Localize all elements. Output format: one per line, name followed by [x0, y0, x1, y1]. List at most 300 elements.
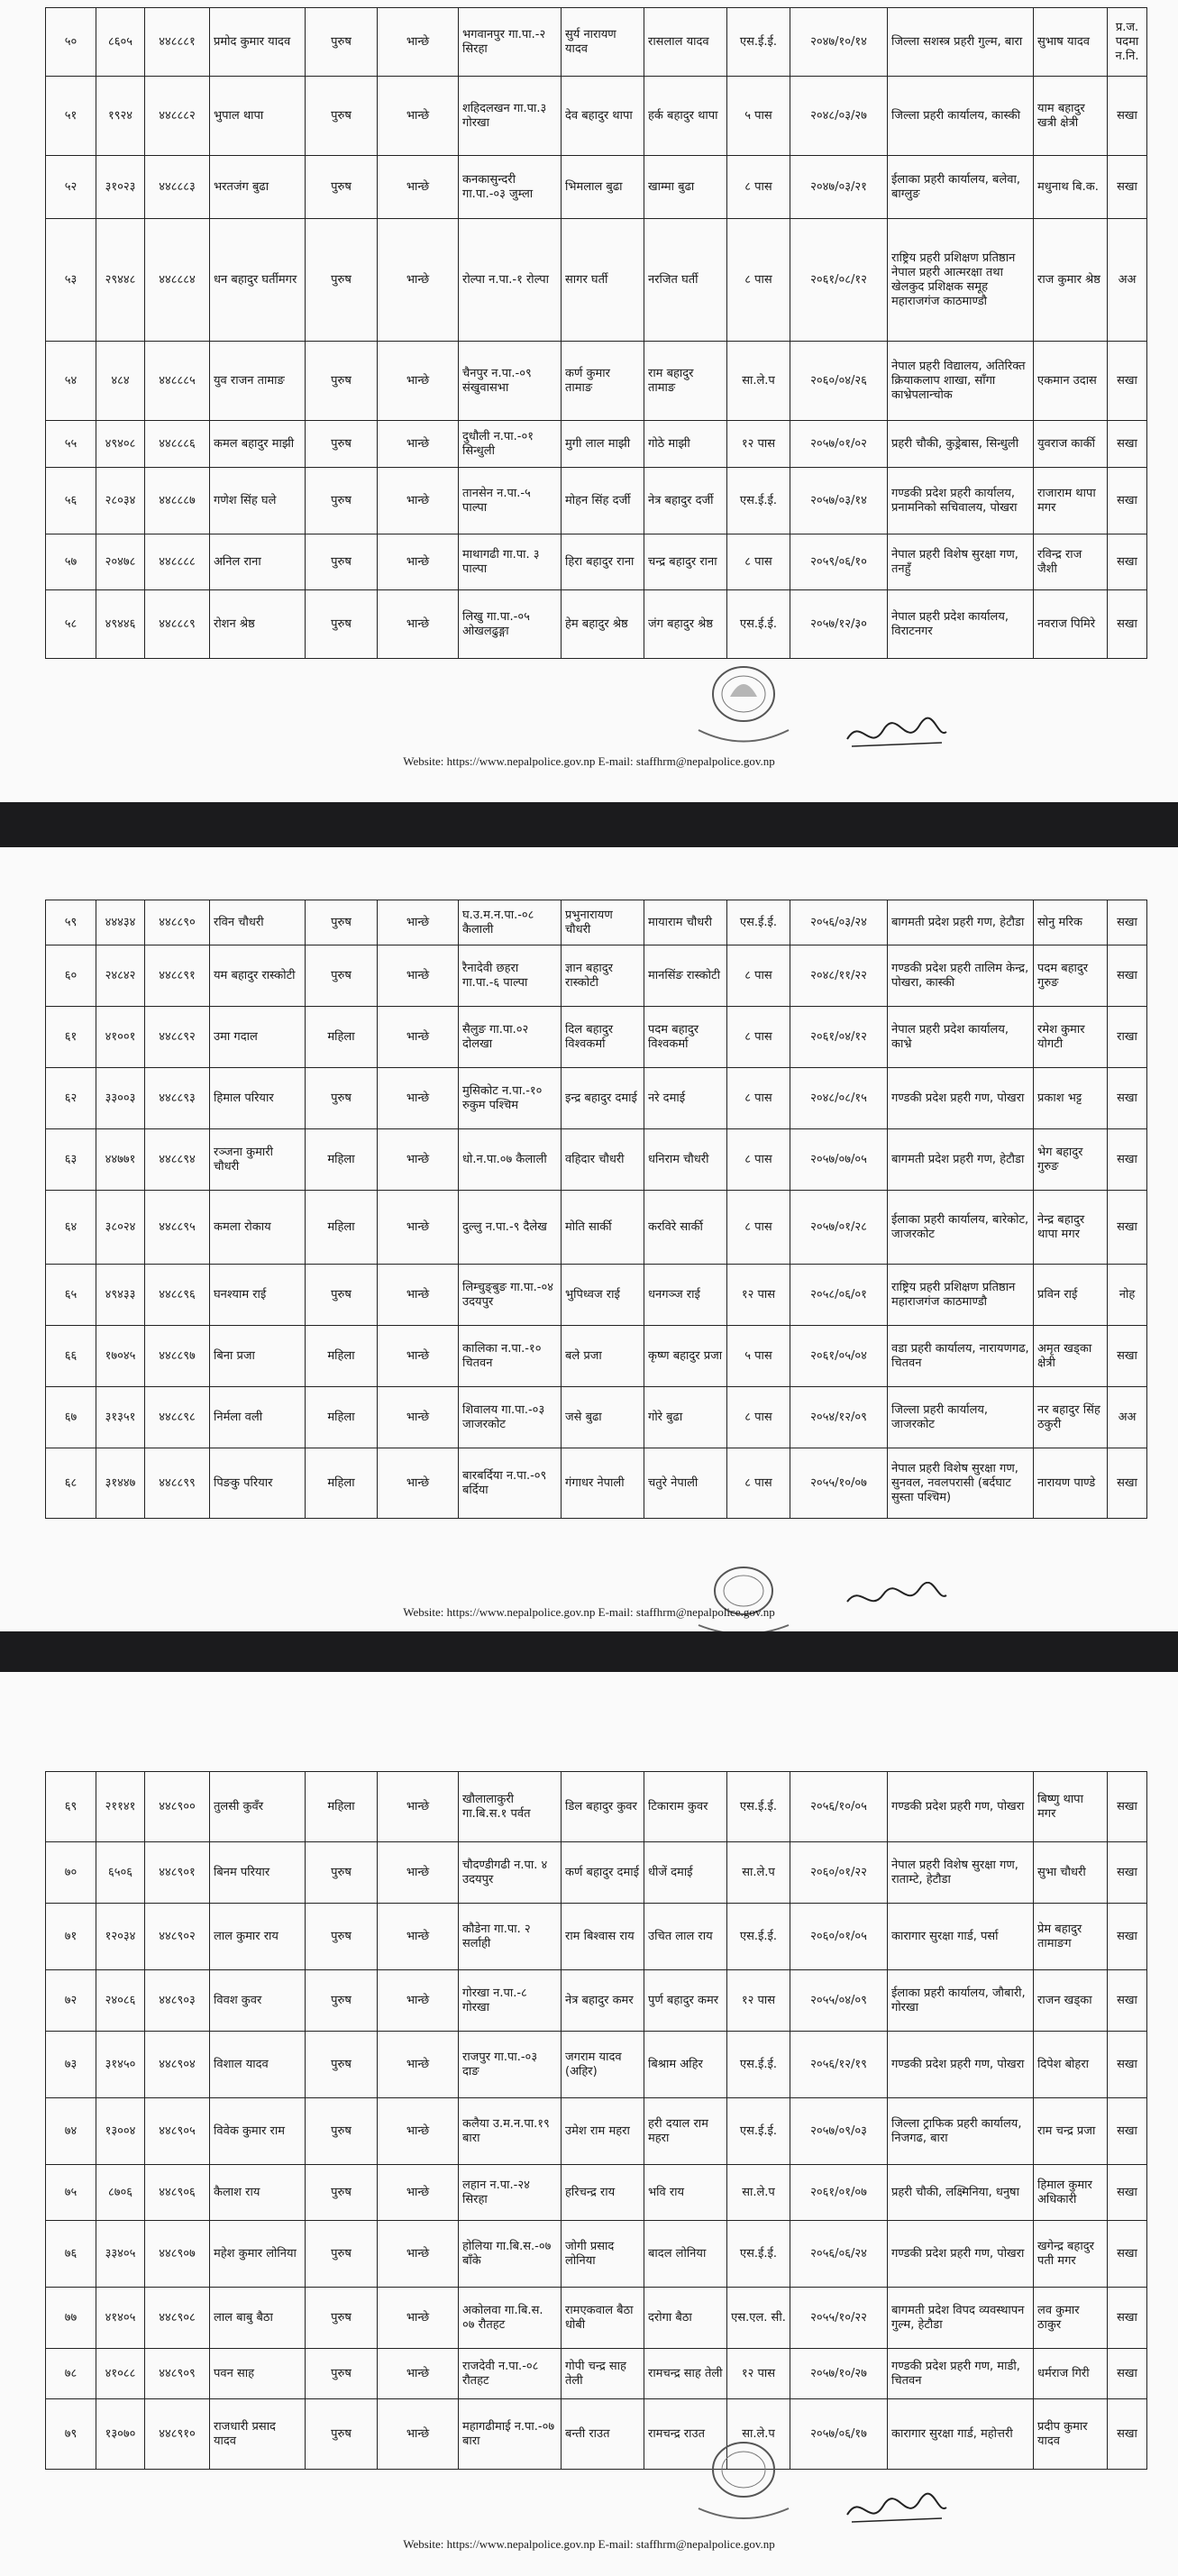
- table-cell: भान्छे: [378, 77, 459, 156]
- table-row: [46, 1448, 1147, 1519]
- table-cell: पुरुष: [306, 342, 378, 421]
- table-cell: ईलाका प्रहरी कार्यालय, बारेकोट, जाजरकोट: [888, 1191, 1034, 1265]
- table-cell: पुरुष: [306, 900, 378, 945]
- table-body: [46, 900, 1147, 1519]
- table-cell: निर्मला वली: [210, 1387, 306, 1448]
- table-cell: ३३४०५: [96, 2221, 145, 2288]
- table-row: [46, 1387, 1147, 1448]
- table-cell: हेम बहादुर श्रेष्ठ: [562, 590, 644, 659]
- table-cell: ५०: [46, 8, 96, 77]
- table-cell: मायाराम चौधरी: [644, 900, 727, 945]
- table-cell: सखा: [1108, 2098, 1147, 2165]
- table-cell: सखा: [1108, 421, 1147, 468]
- table-cell: नेत्र बहादुर कमर: [562, 1970, 644, 2032]
- table-row: [46, 77, 1147, 156]
- table-row: [46, 1068, 1147, 1129]
- table-cell: देव बहादुर थापा: [562, 77, 644, 156]
- table-cell: राजधारी प्रसाद यादव: [210, 2399, 306, 2470]
- table-cell: कर्ण बहादुर दमाई: [562, 1842, 644, 1904]
- table-cell: ४४८८८८: [145, 534, 210, 590]
- table-cell: दिपेश बोहरा: [1034, 2032, 1108, 2098]
- table-cell: गोठे माझी: [644, 421, 727, 468]
- table-cell: ४४८८९६: [145, 1265, 210, 1326]
- table-cell: ४४८८८१: [145, 8, 210, 77]
- table-row: [46, 2165, 1147, 2221]
- table-cell: चतुरे नेपाली: [644, 1448, 727, 1519]
- table-cell: सखा: [1108, 1068, 1147, 1129]
- table-cell: ७८: [46, 2349, 96, 2399]
- table-cell: ८ पास: [727, 1068, 790, 1129]
- table-cell: एस.ई.ई.: [727, 590, 790, 659]
- table-cell: रोशन श्रेष्ठ: [210, 590, 306, 659]
- table-cell: ४९४०८: [96, 421, 145, 468]
- table-cell: पुरुष: [306, 421, 378, 468]
- table-cell: २०६१/०८/१२: [790, 219, 888, 342]
- table-cell: उमा गदाल: [210, 1007, 306, 1068]
- table-cell: प्रेम बहादुर तामाङग: [1034, 1904, 1108, 1970]
- table-cell: सा.ले.प: [727, 2165, 790, 2221]
- table-cell: ३३००३: [96, 1068, 145, 1129]
- table-cell: ३१४५०: [96, 2032, 145, 2098]
- table-cell: ४४८९१०: [145, 2399, 210, 2470]
- table-row: [46, 1265, 1147, 1326]
- table-cell: बागमती प्रदेश प्रहरी गण, हेटौडा: [888, 900, 1034, 945]
- table-cell: भान्छे: [378, 2221, 459, 2288]
- table-cell: पुरुष: [306, 2221, 378, 2288]
- table-cell: २०५६/०६/२४: [790, 2221, 888, 2288]
- table-cell: भान्छे: [378, 1007, 459, 1068]
- table-cell: १३००४: [96, 2098, 145, 2165]
- table-cell: घ.उ.म.न.पा.-०८ कैलाली: [459, 900, 562, 945]
- table-cell: नेपाल प्रहरी विशेष सुरक्षा गण, तनहुँ: [888, 534, 1034, 590]
- table-cell: २०५६/१२/१९: [790, 2032, 888, 2098]
- table-cell: पुरुष: [306, 219, 378, 342]
- table-cell: ७१: [46, 1904, 96, 1970]
- table-cell: कमल बहादुर माझी: [210, 421, 306, 468]
- table-cell: सखा: [1108, 2221, 1147, 2288]
- table-cell: ४१००१: [96, 1007, 145, 1068]
- table-cell: राम बिश्वास राय: [562, 1904, 644, 1970]
- table-cell: कमला रोकाय: [210, 1191, 306, 1265]
- table-cell: २०६१/०४/१२: [790, 1007, 888, 1068]
- table-cell: धर्मराज गिरी: [1034, 2349, 1108, 2399]
- table-cell: २०५८/०६/०१: [790, 1265, 888, 1326]
- table-row: [46, 2288, 1147, 2349]
- table-cell: ४४८९०३: [145, 1970, 210, 2032]
- table-cell: धीजें दमाई: [644, 1842, 727, 1904]
- personnel-table-1: [45, 7, 1147, 659]
- table-cell: ४४८८८४: [145, 219, 210, 342]
- table-cell: डिल बहादुर कुवर: [562, 1772, 644, 1842]
- table-cell: पुरुष: [306, 2399, 378, 2470]
- table-cell: भान्छे: [378, 1387, 459, 1448]
- table-cell: गोपी चन्द्र साह तेली: [562, 2349, 644, 2399]
- table-cell: नारायण पाण्डे: [1034, 1448, 1108, 1519]
- table-cell: महिला: [306, 1129, 378, 1191]
- table-cell: २०५७/०१/०२: [790, 421, 888, 468]
- table-cell: ७०: [46, 1842, 96, 1904]
- table-row: [46, 1007, 1147, 1068]
- table-cell: अकोलवा गा.बि.स. ०७ रौतहट: [459, 2288, 562, 2349]
- table-cell: १२०३४: [96, 1904, 145, 1970]
- table-cell: भगवानपुर गा.पा.-२ सिरहा: [459, 8, 562, 77]
- table-cell: ५ पास: [727, 77, 790, 156]
- table-cell: भान्छे: [378, 2349, 459, 2399]
- table-cell: भुपाल थापा: [210, 77, 306, 156]
- table-row: [46, 1970, 1147, 2032]
- table-cell: राजदेवी न.पा.-०८ रौतहट: [459, 2349, 562, 2399]
- table-cell: कैलाश राय: [210, 2165, 306, 2221]
- table-cell: ४४८८८२: [145, 77, 210, 156]
- table-cell: सखा: [1108, 2032, 1147, 2098]
- table-cell: नेपाल प्रहरी विशेष सुरक्षा गण, राताम्टे, हेटौडा: [888, 1842, 1034, 1904]
- table-cell: मोति सार्की: [562, 1191, 644, 1265]
- table-cell: गोरे बुढा: [644, 1387, 727, 1448]
- table-cell: जिल्ला प्रहरी कार्यालय, जाजरकोट: [888, 1387, 1034, 1448]
- table-cell: ४४८९०९: [145, 2349, 210, 2399]
- table-cell: सखा: [1108, 1129, 1147, 1191]
- table-cell: गोरखा न.पा.-८ गोरखा: [459, 1970, 562, 2032]
- table-cell: ५१: [46, 77, 96, 156]
- table-cell: भान्छे: [378, 1326, 459, 1387]
- table-cell: माथागढी गा.पा. ३ पाल्पा: [459, 534, 562, 590]
- signature: [843, 712, 951, 757]
- table-cell: सखा: [1108, 2288, 1147, 2349]
- table-cell: २०५४/१२/०९: [790, 1387, 888, 1448]
- table-cell: ३१३५१: [96, 1387, 145, 1448]
- table-row: [46, 1772, 1147, 1842]
- table-cell: जिल्ला ट्राफिक प्रहरी कार्यालय, निजगढ, बारा: [888, 2098, 1034, 2165]
- table-cell: ५४: [46, 342, 96, 421]
- table-cell: भान्छे: [378, 945, 459, 1007]
- table-cell: ५ पास: [727, 1326, 790, 1387]
- table-cell: भान्छे: [378, 2098, 459, 2165]
- table-cell: कौडेना गा.पा. २ सर्लाही: [459, 1904, 562, 1970]
- table-cell: ५९: [46, 900, 96, 945]
- table-cell: मोहन सिंह दर्जी: [562, 468, 644, 534]
- table-cell: प्रहरी चौकी, कुड्रेबास, सिन्धुली: [888, 421, 1034, 468]
- table-cell: २४८४२: [96, 945, 145, 1007]
- table-cell: ४४८९०६: [145, 2165, 210, 2221]
- table-cell: ४४८९००: [145, 1772, 210, 1842]
- table-cell: भान्छे: [378, 2032, 459, 2098]
- table-cell: २९४४८: [96, 219, 145, 342]
- table-cell: एस.ई.ई.: [727, 468, 790, 534]
- table-cell: नेपाल प्रहरी प्रदेश कार्यालय, काभ्रे: [888, 1007, 1034, 1068]
- table-cell: राजन खड्का: [1034, 1970, 1108, 2032]
- table-cell: रविन्द्र राज जैशी: [1034, 534, 1108, 590]
- table-cell: नर बहादुर सिंह ठकुरी: [1034, 1387, 1108, 1448]
- table-cell: कृष्ण बहादुर प्रजा: [644, 1326, 727, 1387]
- table-cell: नेन्द्र बहादुर थापा मगर: [1034, 1191, 1108, 1265]
- table-cell: रञ्जना कुमारी चौधरी: [210, 1129, 306, 1191]
- table-row: [46, 8, 1147, 77]
- table-cell: २०५७/०१/२८: [790, 1191, 888, 1265]
- table-cell: गण्डकी प्रदेश प्रहरी गण, माडी, चितवन: [888, 2349, 1034, 2399]
- table-cell: बन्ती राउत: [562, 2399, 644, 2470]
- table-cell: नेपाल प्रहरी विद्यालय, अतिरिक्त क्रियाकलाप शाखा, साँगा काभ्रेपलान्चोक: [888, 342, 1034, 421]
- table-cell: बले प्रजा: [562, 1326, 644, 1387]
- personnel-table-2: [45, 900, 1147, 1519]
- table-cell: पदम बहादुर विश्वकर्मा: [644, 1007, 727, 1068]
- table-cell: २०५७/०७/०५: [790, 1129, 888, 1191]
- table-cell: जंग बहादुर श्रेष्ठ: [644, 590, 727, 659]
- table-cell: सखा: [1108, 1191, 1147, 1265]
- table-cell: बारबर्दिया न.पा.-०९ बर्दिया: [459, 1448, 562, 1519]
- table-cell: २०५७/०३/१४: [790, 468, 888, 534]
- table-cell: ८ पास: [727, 1129, 790, 1191]
- page-separator: [0, 1631, 1178, 1672]
- table-cell: २४०८६: [96, 1970, 145, 2032]
- table-cell: २०५६/०३/२४: [790, 900, 888, 945]
- table-cell: सखा: [1108, 1326, 1147, 1387]
- table-cell: सुभाष यादव: [1034, 8, 1108, 77]
- table-cell: एस.ई.ई.: [727, 1904, 790, 1970]
- table-cell: महिला: [306, 1772, 378, 1842]
- table-cell: सखा: [1108, 77, 1147, 156]
- table-cell: ५२: [46, 156, 96, 219]
- table-cell: पुरुष: [306, 2288, 378, 2349]
- table-cell: ४४८८९३: [145, 1068, 210, 1129]
- table-cell: सखा: [1108, 900, 1147, 945]
- table-cell: ४४८८८९: [145, 590, 210, 659]
- table-cell: खगेन्द्र बहादुर पती मगर: [1034, 2221, 1108, 2288]
- table-cell: ७४: [46, 2098, 96, 2165]
- table-cell: गण्डकी प्रदेश प्रहरी गण, पोखरा: [888, 1772, 1034, 1842]
- table-cell: ५६: [46, 468, 96, 534]
- table-cell: भान्छे: [378, 1129, 459, 1191]
- personnel-table-3: [45, 1771, 1147, 2470]
- table-cell: ३१४४७: [96, 1448, 145, 1519]
- table-cell: उचित लाल राय: [644, 1904, 727, 1970]
- table-cell: भान्छे: [378, 2165, 459, 2221]
- table-cell: महिला: [306, 1448, 378, 1519]
- table-cell: इन्द्र बहादुर दमाई: [562, 1068, 644, 1129]
- table-cell: भान्छे: [378, 2399, 459, 2470]
- table-cell: महिला: [306, 1191, 378, 1265]
- table-cell: ४४८९०२: [145, 1904, 210, 1970]
- table-cell: पुरुष: [306, 2165, 378, 2221]
- table-cell: युव राजन तामाङ: [210, 342, 306, 421]
- table-cell: ७२: [46, 1970, 96, 2032]
- table-cell: ३८०२४: [96, 1191, 145, 1265]
- table-cell: खाम्मा बुढा: [644, 156, 727, 219]
- table-cell: पुरुष: [306, 1970, 378, 2032]
- table-cell: २०५७/०६/१७: [790, 2399, 888, 2470]
- table-cell: हरिचन्द्र राय: [562, 2165, 644, 2221]
- document-page-3: [0, 1672, 1178, 2576]
- table-cell: सखा: [1108, 1904, 1147, 1970]
- table-cell: बिश्राम अहिर: [644, 2032, 727, 2098]
- table-cell: मुसिकोट न.पा.-१० रुकुम पश्चिम: [459, 1068, 562, 1129]
- table-cell: ४४८९०१: [145, 1842, 210, 1904]
- table-cell: जिल्ला प्रहरी कार्यालय, कास्की: [888, 77, 1034, 156]
- table-cell: होलिया गा.बि.स.-०७ बाँके: [459, 2221, 562, 2288]
- table-cell: कालिका न.पा.-१० चितवन: [459, 1326, 562, 1387]
- table-body: [46, 8, 1147, 659]
- table-cell: जिल्ला सशस्त्र प्रहरी गुल्म, बारा: [888, 8, 1034, 77]
- table-cell: ८ पास: [727, 534, 790, 590]
- table-cell: भान्छे: [378, 342, 459, 421]
- table-row: [46, 1326, 1147, 1387]
- table-cell: रामएकवाल बैठा धोबी: [562, 2288, 644, 2349]
- table-cell: गणेश सिंह घले: [210, 468, 306, 534]
- table-cell: ८ पास: [727, 1191, 790, 1265]
- table-cell: कनकासुन्दरी गा.पा.-०३ जुम्ला: [459, 156, 562, 219]
- table-cell: सुर्य नारायण यादव: [562, 8, 644, 77]
- table-cell: ६५०६: [96, 1842, 145, 1904]
- table-cell: पुरुष: [306, 468, 378, 534]
- table-cell: महिला: [306, 1007, 378, 1068]
- table-cell: ६१: [46, 1007, 96, 1068]
- table-cell: सखा: [1108, 534, 1147, 590]
- table-cell: १२ पास: [727, 2349, 790, 2399]
- table-cell: मधुनाथ बि.क.: [1034, 156, 1108, 219]
- table-row: [46, 1129, 1147, 1191]
- table-cell: अनिल राना: [210, 534, 306, 590]
- table-cell: रैनादेवी छहरा गा.पा.-६ पाल्पा: [459, 945, 562, 1007]
- table-cell: नेत्र बहादुर दर्जी: [644, 468, 727, 534]
- table-row: [46, 342, 1147, 421]
- table-cell: भवि राय: [644, 2165, 727, 2221]
- table-cell: सा.ले.प: [727, 2399, 790, 2470]
- table-cell: ७६: [46, 2221, 96, 2288]
- table-cell: ४४८८९७: [145, 1326, 210, 1387]
- table-cell: ४४८८९४: [145, 1129, 210, 1191]
- table-cell: लव कुमार ठाकुर: [1034, 2288, 1108, 2349]
- page-separator: [0, 802, 1178, 847]
- table-cell: महिला: [306, 1387, 378, 1448]
- table-cell: ८७०६: [96, 2165, 145, 2221]
- table-cell: १२ पास: [727, 1970, 790, 2032]
- table-cell: सखा: [1108, 1448, 1147, 1519]
- table-cell: विशाल यादव: [210, 2032, 306, 2098]
- table-cell: युवराज कार्की: [1034, 421, 1108, 468]
- table-cell: तानसेन न.पा.-५ पाल्पा: [459, 468, 562, 534]
- table-cell: दुल्लु न.पा.-९ दैलेख: [459, 1191, 562, 1265]
- table-cell: २०५७/१२/३०: [790, 590, 888, 659]
- table-cell: ६३: [46, 1129, 96, 1191]
- table-cell: ४४८८८५: [145, 342, 210, 421]
- table-cell: २०५५/०४/०९: [790, 1970, 888, 2032]
- table-cell: महिला: [306, 1326, 378, 1387]
- table-cell: दिल बहादुर विश्वकर्मा: [562, 1007, 644, 1068]
- table-cell: ७५: [46, 2165, 96, 2221]
- signature: [843, 2488, 951, 2533]
- table-cell: जोगी प्रसाद लोनिया: [562, 2221, 644, 2288]
- table-cell: राजपुर गा.पा.-०३ दाङ: [459, 2032, 562, 2098]
- table-cell: राष्ट्रिय प्रहरी प्रशिक्षण प्रतिष्ठान महाराजगंज काठमाण्डौ: [888, 1265, 1034, 1326]
- table-cell: २०६१/०१/०७: [790, 2165, 888, 2221]
- table-cell: सखा: [1108, 468, 1147, 534]
- table-cell: २०४७/१०/१४: [790, 8, 888, 77]
- table-row: [46, 590, 1147, 659]
- table-cell: प्र.ज. पदमा न.नि.: [1108, 8, 1147, 77]
- table-cell: पुर्ण बहादुर कमर: [644, 1970, 727, 2032]
- table-row: [46, 468, 1147, 534]
- table-cell: उमेश राम महरा: [562, 2098, 644, 2165]
- table-cell: बागमती प्रदेश प्रहरी गण, हेटौडा: [888, 1129, 1034, 1191]
- table-cell: अअ: [1108, 1387, 1147, 1448]
- table-cell: २०४७/०३/२१: [790, 156, 888, 219]
- table-cell: २०४८/११/२२: [790, 945, 888, 1007]
- table-cell: ज्ञान बहादुर रास्कोटी: [562, 945, 644, 1007]
- table-cell: कारागार सुरक्षा गार्ड, पर्सा: [888, 1904, 1034, 1970]
- table-cell: भान्छे: [378, 1842, 459, 1904]
- table-cell: नेपाल प्रहरी प्रदेश कार्यालय, विराटनगर: [888, 590, 1034, 659]
- table-cell: ४४७७१: [96, 1129, 145, 1191]
- table-cell: ५३: [46, 219, 96, 342]
- table-cell: राजाराम थापा मगर: [1034, 468, 1108, 534]
- table-cell: शहिदलखन गा.पा.३ गोरखा: [459, 77, 562, 156]
- table-cell: एस.ई.ई.: [727, 900, 790, 945]
- table-cell: याम बहादुर खत्री क्षेत्री: [1034, 77, 1108, 156]
- table-cell: पुरुष: [306, 2349, 378, 2399]
- table-cell: २०५५/१०/०७: [790, 1448, 888, 1519]
- table-cell: मुगी लाल माझी: [562, 421, 644, 468]
- table-cell: गण्डकी प्रदेश प्रहरी कार्यालय, प्रनामनिको सचिवालय, पोखरा: [888, 468, 1034, 534]
- table-cell: गंगाधर नेपाली: [562, 1448, 644, 1519]
- table-cell: भान्छे: [378, 219, 459, 342]
- table-cell: २०६०/०१/०५: [790, 1904, 888, 1970]
- table-cell: ४१४०५: [96, 2288, 145, 2349]
- table-cell: पुरुष: [306, 2098, 378, 2165]
- table-cell: २८०३४: [96, 468, 145, 534]
- table-cell: २०५७/०९/०३: [790, 2098, 888, 2165]
- table-cell: ४४८८९९: [145, 1448, 210, 1519]
- table-cell: २०६०/०१/२२: [790, 1842, 888, 1904]
- table-cell: सुभा चौधरी: [1034, 1842, 1108, 1904]
- table-cell: ४४८८९८: [145, 1387, 210, 1448]
- table-cell: कारागार सुरक्षा गार्ड, महोत्तरी: [888, 2399, 1034, 2470]
- table-cell: ४४८९०८: [145, 2288, 210, 2349]
- table-cell: धन बहादुर घर्तीमगर: [210, 219, 306, 342]
- table-cell: जगराम यादव (अहिर): [562, 2032, 644, 2098]
- table-cell: १२ पास: [727, 1265, 790, 1326]
- table-cell: २०४८/०८/१५: [790, 1068, 888, 1129]
- table-cell: अअ: [1108, 219, 1147, 342]
- table-cell: लाल कुमार राय: [210, 1904, 306, 1970]
- table-cell: ईलाका प्रहरी कार्यालय, बलेवा, बाग्लुङ: [888, 156, 1034, 219]
- table-cell: लाल बाबु बैठा: [210, 2288, 306, 2349]
- table-cell: राज कुमार श्रेष्ठ: [1034, 219, 1108, 342]
- table-cell: ८ पास: [727, 1007, 790, 1068]
- table-cell: सखा: [1108, 342, 1147, 421]
- table-cell: ४४८८९१: [145, 945, 210, 1007]
- table-cell: हरी दयाल राम महरा: [644, 2098, 727, 2165]
- table-cell: रविन चौधरी: [210, 900, 306, 945]
- table-cell: बिष्णु थापा मगर: [1034, 1772, 1108, 1842]
- table-cell: धनगञ्ज राई: [644, 1265, 727, 1326]
- table-cell: ७७: [46, 2288, 96, 2349]
- table-cell: २०५९/०६/१०: [790, 534, 888, 590]
- table-cell: नरजित घर्ती: [644, 219, 727, 342]
- table-cell: दरोगा बैठा: [644, 2288, 727, 2349]
- table-cell: नेपाल प्रहरी विशेष सुरक्षा गण, सुनवल, नवलपरासी (बर्दघाट सुस्ता पश्चिम): [888, 1448, 1034, 1519]
- table-cell: शिवालय गा.पा.-०३ जाजरकोट: [459, 1387, 562, 1448]
- table-cell: जसे बुढा: [562, 1387, 644, 1448]
- table-cell: खौलालाकुरी गा.बि.स.१ पर्वत: [459, 1772, 562, 1842]
- table-cell: ४४८८९२: [145, 1007, 210, 1068]
- table-cell: नरे दमाई: [644, 1068, 727, 1129]
- table-cell: हिरा बहादुर राना: [562, 534, 644, 590]
- table-cell: महागढीमाई न.पा.-०७ बारा: [459, 2399, 562, 2470]
- table-cell: ४४८९०५: [145, 2098, 210, 2165]
- table-cell: कर्ण कुमार तामाङ: [562, 342, 644, 421]
- table-row: [46, 945, 1147, 1007]
- table-cell: करविरे सार्की: [644, 1191, 727, 1265]
- table-cell: भान्छे: [378, 1448, 459, 1519]
